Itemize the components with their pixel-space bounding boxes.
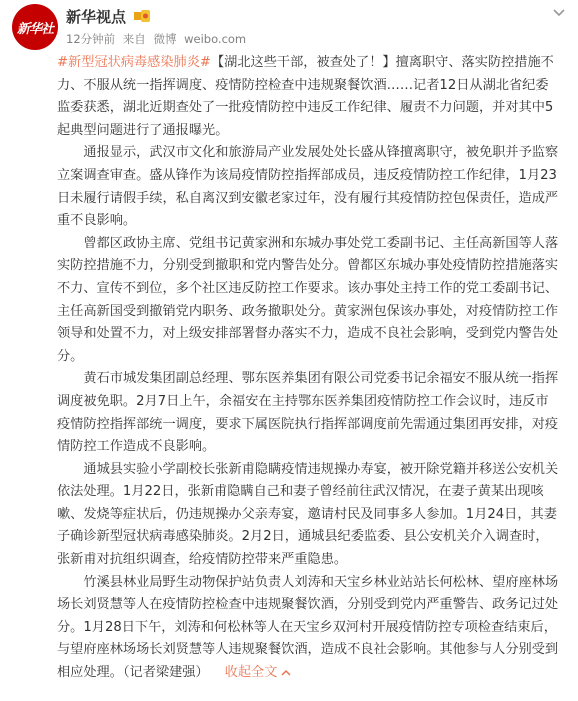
collapse-text-label: 收起全文 — [224, 665, 278, 681]
paragraph-1 — [57, 52, 560, 142]
verified-flag-badge-icon — [134, 8, 150, 24]
hashtag-link[interactable]: #新型冠状病毒感染肺炎# — [57, 55, 211, 70]
avatar[interactable] — [12, 4, 58, 50]
source-weibo[interactable]: 微博 — [153, 32, 177, 46]
chevron-down-icon[interactable] — [552, 6, 566, 20]
paragraph-4: 黄石市城发集团副总经理、鄂东医养集团有限公司党委书记余福安不服从统一指挥调度被免职。2月7日上午，余福安在主持鄂东医养集团疫情防控工作会议时，违反市疫情防控指挥部统一调度，要求下属医院执行指挥部调度前先需通过集团再安排，对疫情防控工作造成不良影响。 — [57, 371, 559, 455]
author-name[interactable]: 新华视点 — [66, 7, 127, 26]
paragraph-1-text: 【湖北这些干部，被查处了！】擅离职守、落实防控措施不力、不服从统一指挥调度、疫情防控检查中违规聚餐饮酒……记者12日从湖北省纪委监委获悉，湖北近期查处了一批疫情防控中违反工作纪律、履责不力问题，并对其中5起典型问题进行了通报曝光。 — [57, 55, 554, 138]
paragraph-6 — [57, 572, 560, 685]
author-line — [66, 6, 150, 26]
source-prefix: 来自 — [122, 32, 146, 46]
post-meta — [66, 31, 250, 47]
source-domain: weibo.com — [184, 32, 247, 46]
post-time[interactable]: 12分钟前 — [66, 32, 116, 46]
post-header — [6, 0, 572, 52]
paragraph-5: 通城县实验小学副校长张新甫隐瞒疫情违规操办寿宴，被开除党籍并移送公安机关依法处理。1月22日，张新甫隐瞒自己和妻子曾经前往武汉情况，在妻子黄某出现咳嗽、发烧等症状后，仍违规操办父亲寿宴，邀请村民及同事多人参加。1月24日，其妻子确诊新型冠状病毒感染肺炎。2月2日，通城县纪委监委、县公安机关介入调查时，张新甫对抗组织调查，给疫情防控带来严重隐患。 — [57, 461, 559, 568]
paragraph-2: 通报显示，武汉市文化和旅游局产业发展处处长盛从锋擅离职守，被免职并予监察立案调查审查。盛从锋作为该局疫情防控指挥部成员，违反疫情防控工作纪律，1月23日未履行请假手续，私自离汉到安徽老家过年，没有履行其疫情防控包保责任，造成严重不良影响。 — [57, 145, 559, 229]
post-body — [57, 52, 560, 685]
paragraph-3: 曾都区政协主席、党组书记黄家洲和东城办事处党工委副书记、主任高新国等人落实防控措施不力，分别受到撤职和党内警告处分。曾都区东城办事处疫情防控措施落实不力、宣传不到位，多个社区违反防控工作要求。该办事处主持工作的党工委副书记、主任高新国受到撤销党内职务、政务撤职处分。黄家洲包保该办事处，对疫情防控工作领导和处置不力，对上级安排部署督办落实不力，造成不良社会影响，受到党内警告处分。 — [57, 235, 559, 364]
avatar-logo-text: 新华社 — [16, 21, 53, 37]
paragraph-6-text: 竹溪县林业局野生动物保护站负责人刘涛和天宝乡林业站站长何松林、望府座林场场长刘贤慧等人在疫情防控检查中违规聚餐饮酒，分别受到党内严重警告、政务记过处分。1月28日下午，刘涛和何松林等人在天宝乡双河村开展疫情防控专项检查结束后，与望府座林场场长刘贤慧等人违规聚餐饮酒，造成不良社会影响。其他参与人分别受到相应处理。（记者梁建强） — [57, 574, 559, 681]
chevron-up-icon — [281, 669, 291, 676]
collapse-text-link[interactable] — [225, 665, 292, 680]
